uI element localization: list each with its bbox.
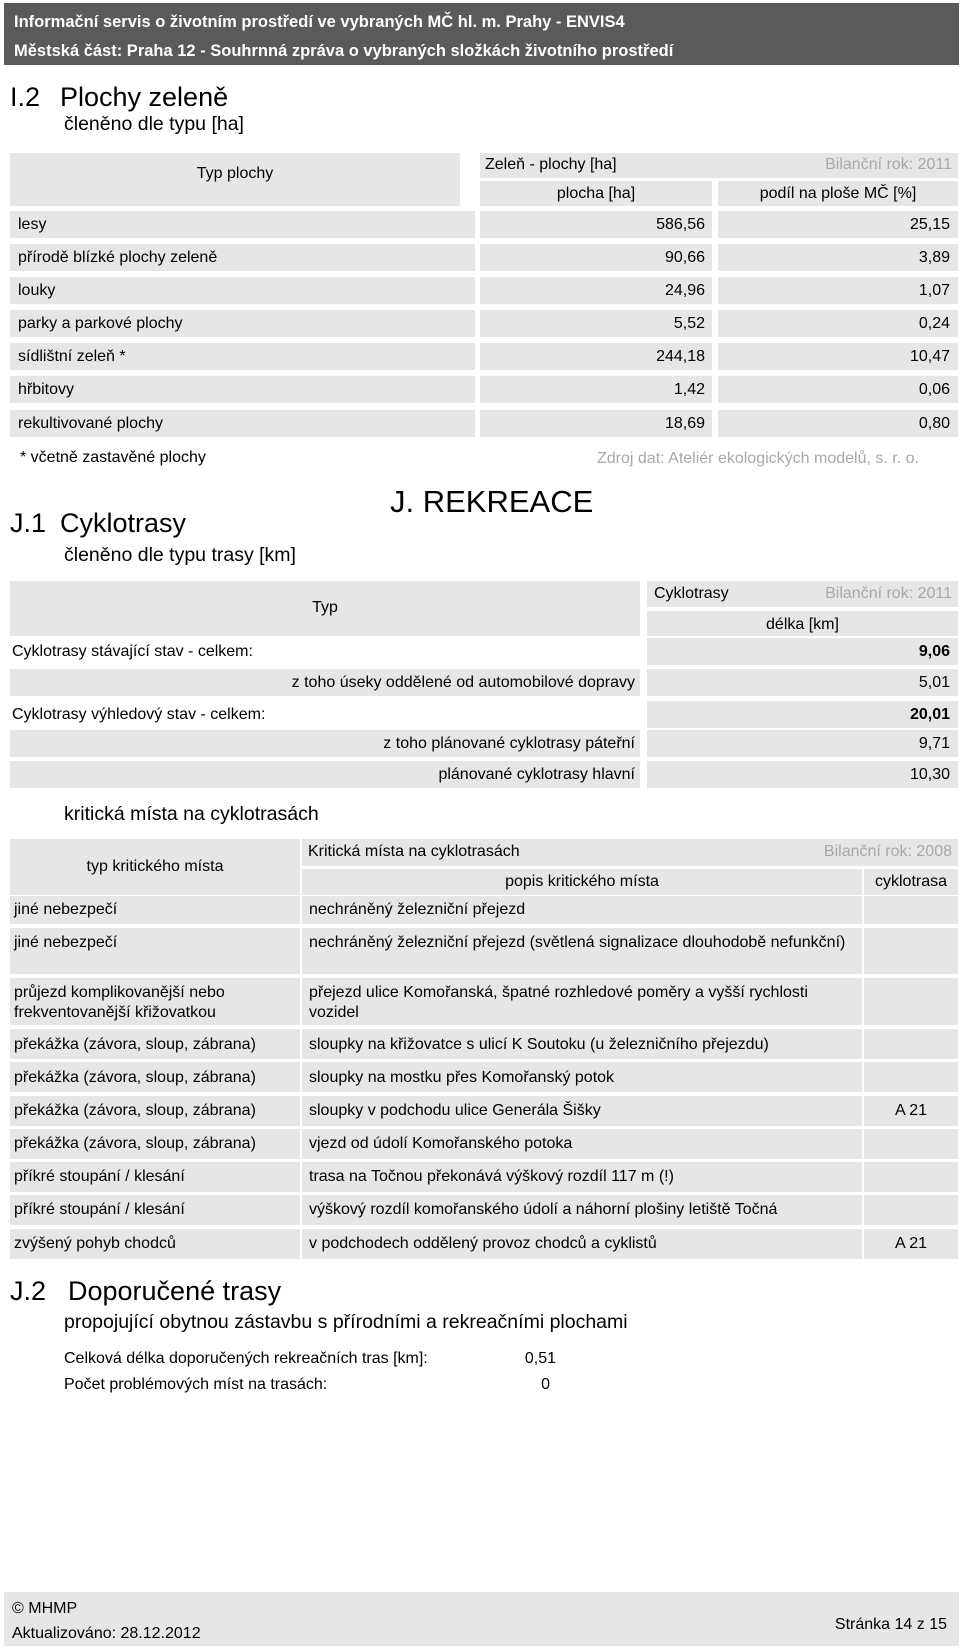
critical-type: příkré stoupání / klesání bbox=[14, 1201, 185, 1218]
critical-desc: sloupky na křižovatce s ulicí K Soutoku (u železničního přejezdu) bbox=[309, 1036, 769, 1053]
critical-type: jiné nebezpečí bbox=[14, 934, 118, 951]
bike-section-number: J.1 bbox=[10, 508, 47, 538]
greenery-section-number: I.2 bbox=[10, 82, 41, 112]
recommended-total-label: Celková délka doporučených rekreačních tras [km]: bbox=[64, 1350, 428, 1367]
critical-year: Bilanční rok: 2008 bbox=[823, 843, 952, 860]
critical-type-header-cell bbox=[10, 839, 300, 895]
chapter-title: J. REKREACE bbox=[390, 484, 594, 519]
recommended-count-value: 0 bbox=[541, 1376, 550, 1393]
greenery-share: 0,80 bbox=[918, 415, 950, 432]
critical-desc: výškový rozdíl komořanského údolí a náhorní plošiny letiště Točná bbox=[309, 1201, 778, 1218]
bike-row-label: z toho plánované cyklotrasy páteřní bbox=[383, 735, 635, 752]
table-row bbox=[0, 669, 960, 696]
bike-type-header: Typ bbox=[312, 599, 338, 616]
bike-section-subtitle: členěno dle typu trasy [km] bbox=[64, 544, 296, 566]
footer-page-number: Stránka 14 z 15 bbox=[834, 1616, 947, 1633]
critical-desc: nechráněný železniční přejezd (světlená signalizace dlouhodobě nefunkční) bbox=[309, 934, 846, 951]
bike-row-value: 5,01 bbox=[918, 674, 950, 691]
greenery-group-title: Zeleň - plochy [ha] bbox=[485, 156, 617, 173]
bike-group-header-cell bbox=[647, 581, 958, 607]
greenery-type: hřbitovy bbox=[18, 381, 75, 398]
bike-type-header-cell bbox=[10, 581, 640, 636]
greenery-footnote: * včetně zastavěné plochy bbox=[20, 449, 206, 466]
greenery-area: 1,42 bbox=[673, 381, 705, 398]
bike-row-value: 20,01 bbox=[909, 706, 950, 723]
table-row bbox=[0, 730, 960, 757]
greenery-type: parky a parkové plochy bbox=[18, 315, 183, 332]
greenery-area: 24,96 bbox=[664, 282, 705, 299]
bike-row-label: z toho úseky oddělené od automobilové dopravy bbox=[291, 674, 635, 691]
greenery-area: 5,52 bbox=[673, 315, 705, 332]
greenery-section-title: Plochy zeleně bbox=[60, 82, 229, 112]
table-row bbox=[0, 410, 960, 437]
greenery-share: 1,07 bbox=[918, 282, 950, 299]
critical-desc: sloupky na mostku přes Komořanský potok bbox=[309, 1069, 615, 1086]
bike-row-label: Cyklotrasy výhledový stav - celkem: bbox=[12, 706, 266, 723]
critical-route-header: cyklotrasa bbox=[874, 873, 948, 890]
report-header bbox=[4, 3, 959, 65]
greenery-area-header: plocha [ha] bbox=[556, 185, 636, 202]
recommended-section-subtitle: propojující obytnou zástavbu s přírodními a rekreačními plochami bbox=[64, 1311, 628, 1333]
critical-type: překážka (závora, sloup, zábrana) bbox=[14, 1069, 256, 1086]
table-row bbox=[0, 277, 960, 304]
greenery-area: 586,56 bbox=[656, 216, 705, 233]
critical-type-header: typ kritického místa bbox=[86, 858, 224, 875]
greenery-type: rekultivované plochy bbox=[18, 415, 163, 432]
page-footer bbox=[4, 1592, 959, 1646]
bike-length-header: délka [km] bbox=[766, 616, 839, 633]
critical-desc-header-cell bbox=[302, 869, 862, 895]
greenery-year: Bilanční rok: 2011 bbox=[825, 156, 952, 173]
greenery-area: 90,66 bbox=[664, 249, 705, 266]
critical-group-title: Kritická místa na cyklotrasách bbox=[308, 843, 520, 860]
bike-year: Bilanční rok: 2011 bbox=[825, 585, 952, 602]
greenery-type: sídlištní zeleň * bbox=[18, 348, 126, 365]
critical-type: překážka (závora, sloup, zábrana) bbox=[14, 1135, 256, 1152]
bike-group-title: Cyklotrasy bbox=[654, 585, 729, 602]
table-row bbox=[0, 343, 960, 370]
critical-type: překážka (závora, sloup, zábrana) bbox=[14, 1036, 256, 1053]
critical-desc: nechráněný železniční přejezd bbox=[309, 901, 526, 918]
bike-row-value: 10,30 bbox=[909, 766, 950, 783]
critical-desc: trasa na Točnou překonává výškový rozdíl 117 m (!) bbox=[309, 1168, 674, 1185]
recommended-section-title: Doporučené trasy bbox=[68, 1276, 282, 1306]
recommended-total-value: 0,51 bbox=[524, 1350, 556, 1367]
bike-row-value: 9,06 bbox=[918, 643, 950, 660]
table-row bbox=[0, 761, 960, 788]
critical-type: průjezd komplikovanější nebo frekventovanější křižovatkou bbox=[14, 984, 225, 1021]
header-title: Informační servis o životním prostředí ve vybraných MČ hl. m. Prahy - ENVIS4 bbox=[14, 13, 625, 31]
greenery-area: 244,18 bbox=[656, 348, 705, 365]
table-row bbox=[0, 376, 960, 403]
critical-desc: vjezd od údolí Komořanského potoka bbox=[309, 1135, 573, 1152]
greenery-share: 0,24 bbox=[918, 315, 950, 332]
bike-row-value: 9,71 bbox=[918, 735, 950, 752]
bike-row-label: plánované cyklotrasy hlavní bbox=[438, 766, 635, 783]
bike-length-header-cell bbox=[647, 611, 958, 636]
greenery-share-header: podíl na ploše MČ [%] bbox=[759, 185, 917, 202]
greenery-type: lesy bbox=[18, 216, 47, 233]
critical-desc: sloupky v podchodu ulice Generála Šišky bbox=[309, 1102, 601, 1119]
greenery-share: 25,15 bbox=[909, 216, 950, 233]
footer-copyright: © MHMP bbox=[12, 1600, 78, 1617]
greenery-area: 18,69 bbox=[664, 415, 705, 432]
critical-heading: kritická místa na cyklotrasách bbox=[64, 803, 319, 825]
bike-row-label: Cyklotrasy stávající stav - celkem: bbox=[12, 643, 253, 660]
critical-type: zvýšený pohyb chodců bbox=[14, 1235, 176, 1252]
table-row bbox=[0, 244, 960, 271]
greenery-share-header-cell bbox=[718, 181, 958, 206]
critical-desc: v podchodech oddělený provoz chodců a cyklistů bbox=[309, 1235, 657, 1252]
greenery-source: Zdroj dat: Ateliér ekologických modelů, s. r. o. bbox=[597, 450, 919, 467]
critical-route: A 21 bbox=[894, 1102, 928, 1119]
greenery-type-header: Typ plochy bbox=[196, 165, 274, 182]
critical-type: jiné nebezpečí bbox=[14, 901, 118, 918]
critical-type: překážka (závora, sloup, zábrana) bbox=[14, 1102, 256, 1119]
greenery-type: přírodě blízké plochy zeleně bbox=[18, 249, 218, 266]
table-row bbox=[0, 638, 960, 665]
critical-route-header-cell bbox=[864, 869, 958, 895]
greenery-group-header-cell bbox=[480, 153, 958, 178]
greenery-type-header-cell bbox=[10, 153, 460, 206]
recommended-section-number: J.2 bbox=[10, 1276, 47, 1306]
bike-section-title: Cyklotrasy bbox=[60, 508, 187, 538]
greenery-area-header-cell bbox=[480, 181, 712, 206]
header-subtitle: Městská část: Praha 12 - Souhrnná zpráva o vybraných složkách životního prostředí bbox=[14, 42, 674, 60]
table-row bbox=[0, 701, 960, 728]
critical-type: příkré stoupání / klesání bbox=[14, 1168, 185, 1185]
recommended-count-label: Počet problémových míst na trasách: bbox=[64, 1376, 328, 1393]
critical-route: A 21 bbox=[894, 1235, 928, 1252]
footer-updated: Aktualizováno: 28.12.2012 bbox=[12, 1625, 201, 1642]
table-row bbox=[0, 310, 960, 337]
critical-group-header-cell bbox=[302, 839, 958, 866]
critical-desc-header: popis kritického místa bbox=[505, 873, 659, 890]
table-row bbox=[0, 211, 960, 238]
greenery-share: 3,89 bbox=[918, 249, 950, 266]
greenery-type: louky bbox=[18, 282, 56, 299]
greenery-share: 10,47 bbox=[909, 348, 950, 365]
greenery-share: 0,06 bbox=[918, 381, 950, 398]
greenery-section-subtitle: členěno dle typu [ha] bbox=[64, 113, 244, 135]
critical-desc: přejezd ulice Komořanská, špatné rozhledové poměry a vyšší rychlosti vozidel bbox=[309, 984, 808, 1021]
